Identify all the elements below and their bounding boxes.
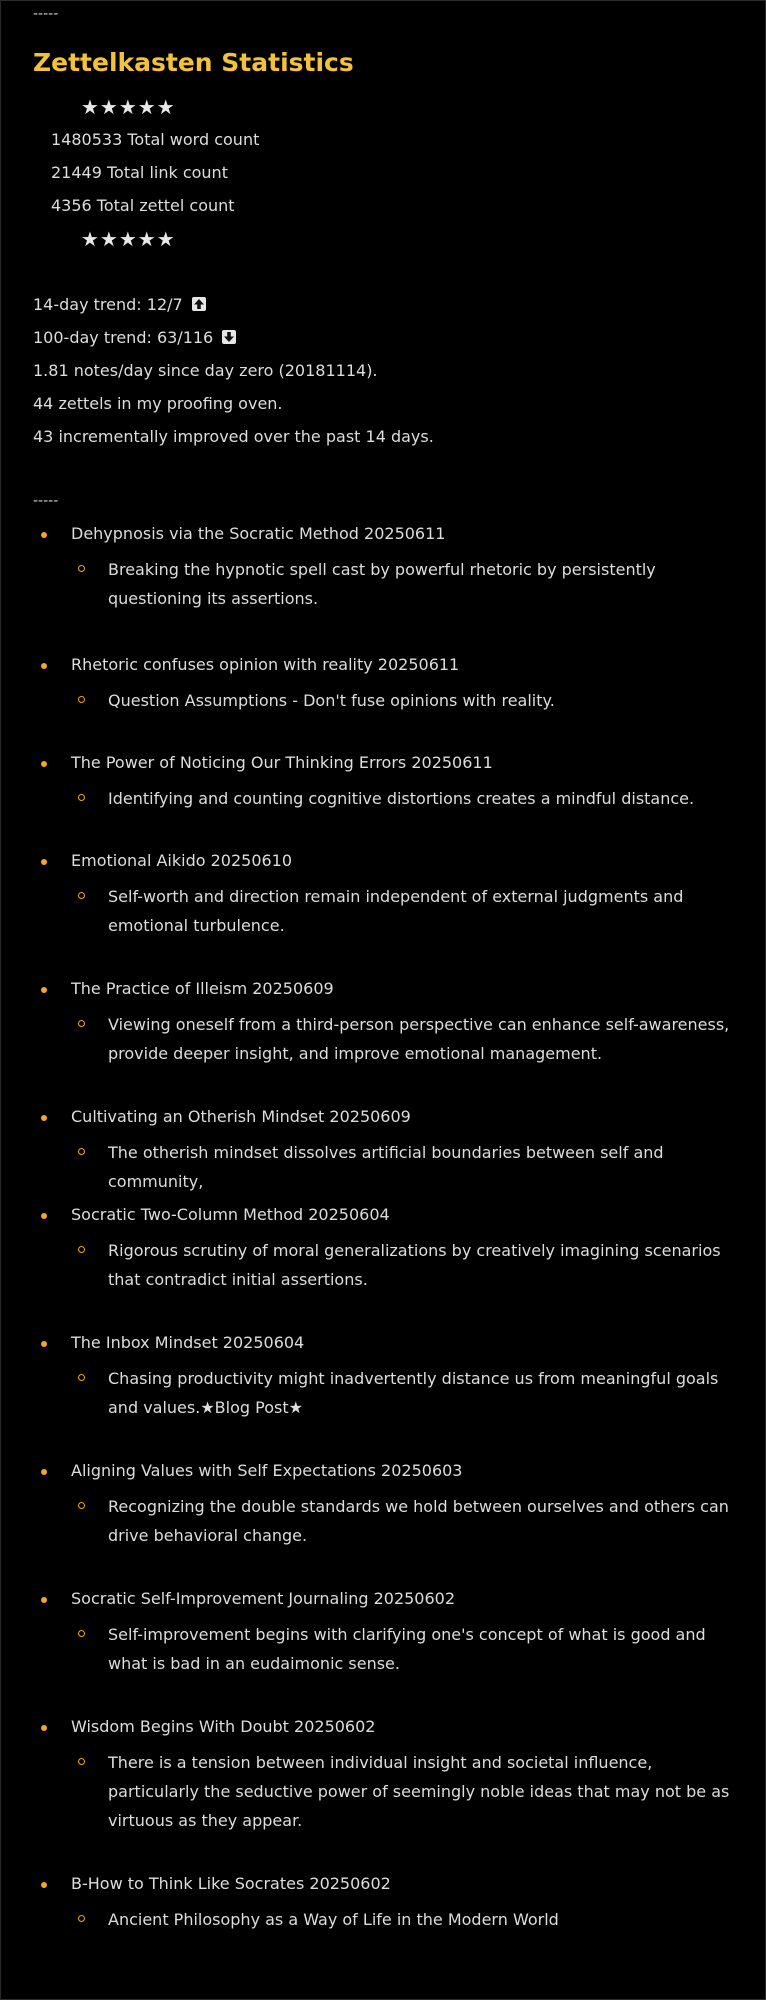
bullet-icon [41,761,47,767]
notes-per-day: 1.81 notes/day since day zero (20181114). [33,361,378,380]
stat-word-count: 1480533 Total word count [51,130,260,149]
zettel-summary: Self-improvement begins with clarifying one's concept of what is good and what is bad in an eudaimonic sense. [108,1625,706,1673]
bullet-icon [41,1213,47,1219]
bullet-icon [41,1341,47,1347]
sub-bullet-icon [78,1502,85,1509]
zettel-summary: Ancient Philosophy as a Way of Life in the Modern World [108,1910,559,1929]
zettel-summary: Identifying and counting cognitive distortions creates a mindful distance. [108,789,695,808]
zettel-title-link[interactable]: The Practice of Illeism 20250609 [71,979,334,998]
zettel-summary: Question Assumptions - Don't fuse opinions with reality. [108,691,555,710]
zettel-title-link[interactable]: Rhetoric confuses opinion with reality 20250611 [71,655,460,674]
bullet-icon [41,1469,47,1475]
zettel-title-link[interactable]: Emotional Aikido 20250610 [71,851,293,870]
page-title: Zettelkasten Statistics [33,48,354,77]
stat-zettel-count: 4356 Total zettel count [51,196,235,215]
bullet-icon [41,532,47,538]
zettel-title-link[interactable]: Socratic Self-Improvement Journaling 20250602 [71,1589,456,1608]
sub-bullet-icon [78,1758,85,1765]
trend-100-day-text: 100-day trend: 63/116 [33,328,214,347]
stars-top: ★★★★★ [81,95,176,119]
separator-top: ----- [33,6,59,22]
sub-bullet-icon [78,892,85,899]
sub-bullet-icon [78,1148,85,1155]
bullet-icon [41,1597,47,1603]
stars-bottom: ★★★★★ [81,227,176,251]
zettel-title-link[interactable]: The Power of Noticing Our Thinking Errors 20250611 [71,753,493,772]
zettel-title-link[interactable]: B-How to Think Like Socrates 20250602 [71,1874,391,1893]
zettel-summary: Self-worth and direction remain independent of external judgments and emotional turbulence. [108,887,684,935]
bullet-icon [41,663,47,669]
bullet-icon [41,987,47,993]
zettel-title-link[interactable]: Wisdom Begins With Doubt 20250602 [71,1717,376,1736]
zettel-summary: Viewing oneself from a third-person perspective can enhance self-awareness, provide deeper insight, and improve emotional management. [108,1015,730,1063]
stat-link-count: 21449 Total link count [51,163,228,182]
zettel-summary: The otherish mindset dissolves artificial boundaries between self and community, [108,1143,664,1191]
zettel-summary: Recognizing the double standards we hold between ourselves and others can drive behavioral change. [108,1497,729,1545]
zettel-summary: Breaking the hypnotic spell cast by powerful rhetoric by persistently questioning its assertions. [108,560,656,608]
trend-100-day [33,326,236,350]
sub-bullet-icon [78,1246,85,1253]
zettel-title-link[interactable]: Socratic Two-Column Method 20250604 [71,1205,390,1224]
separator-middle: ----- [33,493,59,509]
sub-bullet-icon [78,565,85,572]
bullet-icon [41,1725,47,1731]
sub-bullet-icon [78,1020,85,1027]
sub-bullet-icon [78,1915,85,1922]
sub-bullet-icon [78,1374,85,1381]
zettel-title-link[interactable]: Aligning Values with Self Expectations 20250603 [71,1461,463,1480]
bullet-icon [41,859,47,865]
proofing-oven-count: 44 zettels in my proofing oven. [33,394,283,413]
sub-bullet-icon [78,696,85,703]
arrow-down-icon [222,330,236,344]
zettel-summary: Chasing productivity might inadvertently distance us from meaningful goals and values.★Blog Post★ [108,1369,719,1417]
improved-count: 43 incrementally improved over the past 14 days. [33,427,434,446]
bullet-icon [41,1115,47,1121]
sub-bullet-icon [78,1630,85,1637]
trend-14-day [33,293,206,317]
zettel-summary: There is a tension between individual insight and societal influence, particularly the seductive power of seemingly noble ideas that may not be as virtuous as they appear. [108,1753,730,1830]
sub-bullet-icon [78,794,85,801]
zettel-title-link[interactable]: The Inbox Mindset 20250604 [71,1333,305,1352]
zettel-title-link[interactable]: Cultivating an Otherish Mindset 20250609 [71,1107,411,1126]
zettel-title-link[interactable]: Dehypnosis via the Socratic Method 20250611 [71,524,446,543]
arrow-up-icon [192,297,206,311]
bullet-icon [41,1882,47,1888]
trend-14-day-text: 14-day trend: 12/7 [33,295,183,314]
zettel-summary: Rigorous scrutiny of moral generalizations by creatively imagining scenarios that contradict initial assertions. [108,1241,721,1289]
